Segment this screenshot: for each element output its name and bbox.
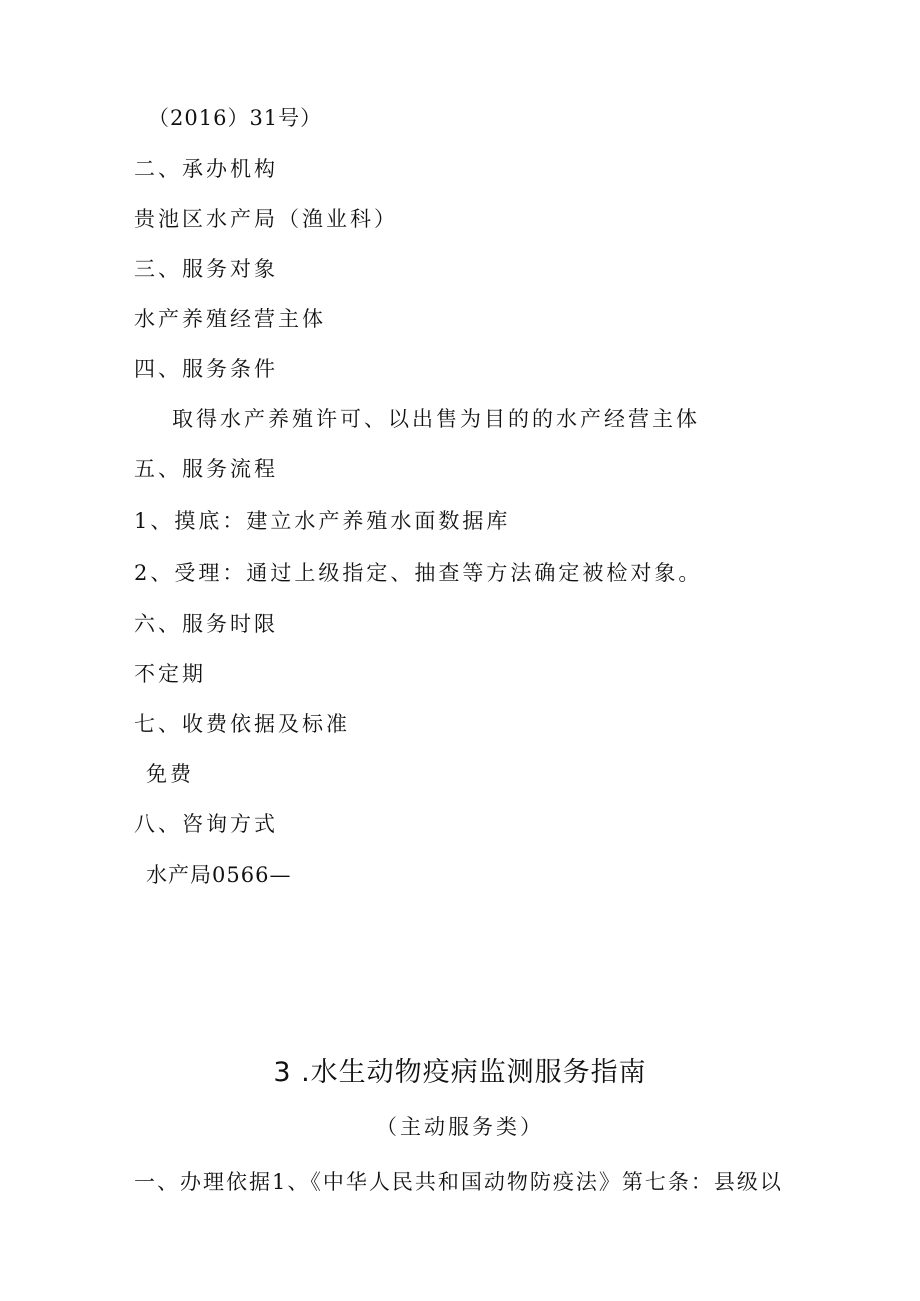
heading-undertaking-agency: 二、承办机构: [134, 157, 278, 181]
text-legal-basis: 一、办理依据1、《中华人民共和国动物防疫法》第七条：县级以: [134, 1170, 783, 1194]
heading-service-conditions: 四、服务条件: [134, 357, 278, 381]
text-undertaking-agency: 贵池区水产局（渔业科）: [134, 207, 398, 231]
section-title: 3 .水生动物疫病监测服务指南: [273, 1057, 647, 1088]
text-service-conditions: 取得水产养殖许可、以出售为目的的水产经营主体: [172, 407, 700, 431]
text-consultation: 水产局0566—: [146, 863, 292, 887]
text-process-step-1: 1、摸底：建立水产养殖水面数据库: [134, 509, 511, 533]
text-service-target: 水产养殖经营主体: [134, 307, 326, 331]
heading-fee-basis: 七、收费依据及标准: [134, 712, 350, 736]
heading-consultation: 八、咨询方式: [134, 812, 278, 836]
text-service-time-limit: 不定期: [134, 662, 206, 686]
heading-service-time-limit: 六、服务时限: [134, 612, 278, 636]
section-subtitle: （主动服务类）: [376, 1115, 544, 1139]
text-process-step-2: 2、受理：通过上级指定、抽查等方法确定被检对象。: [134, 561, 703, 585]
text-fee-basis: 免费: [146, 762, 194, 786]
doc-number-fragment: （2016）31号）: [148, 106, 323, 130]
heading-service-target: 三、服务对象: [134, 257, 278, 281]
heading-service-process: 五、服务流程: [134, 457, 278, 481]
